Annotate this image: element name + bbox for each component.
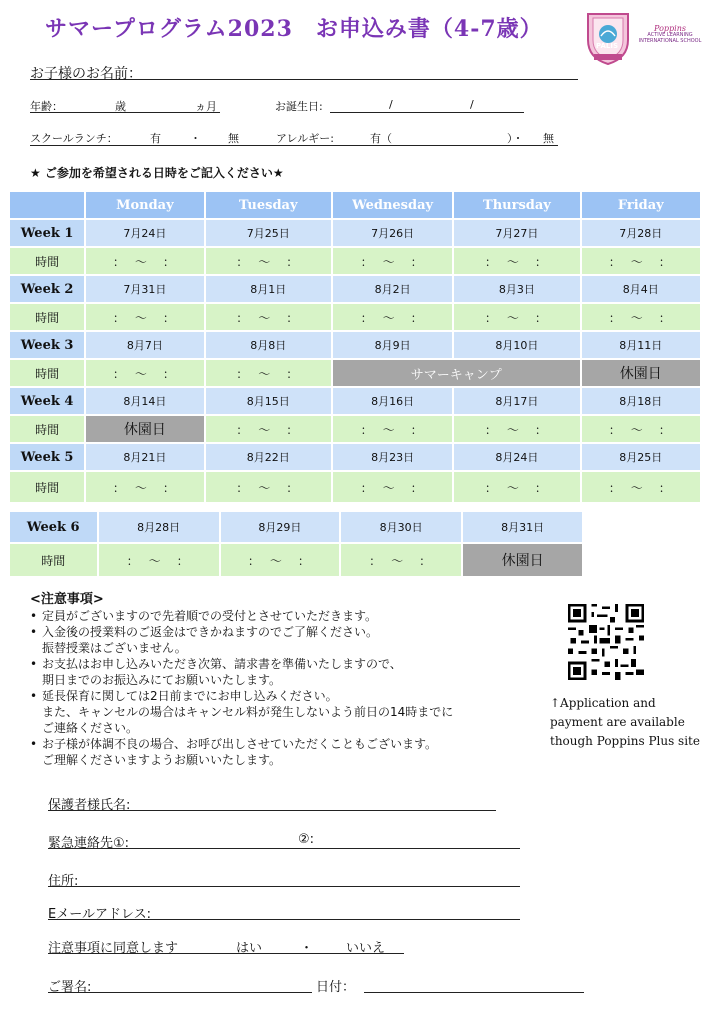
agree-line bbox=[48, 953, 404, 954]
allergy-label: アレルギー: bbox=[276, 132, 334, 145]
date-cell: 8月28日 bbox=[99, 512, 219, 542]
note-item: • お支払はお申し込みいただき次第、請求書を準備いたしますので、 bbox=[30, 656, 550, 672]
time-label: 時間 bbox=[10, 416, 84, 442]
birthday-label: お誕生日: bbox=[275, 100, 323, 113]
time-entry-field[interactable]: ： 〜 ： bbox=[99, 544, 219, 576]
time-entry-field[interactable]: ： 〜 ： bbox=[86, 360, 203, 386]
week-label: Week 3 bbox=[10, 332, 84, 358]
time-label: 時間 bbox=[10, 472, 84, 502]
date-cell: 8月11日 bbox=[582, 332, 700, 358]
note-item: • お子様が体調不良の場合、お呼び出しさせていただくこともございます。 bbox=[30, 736, 550, 752]
time-entry-field[interactable]: ： 〜 ： bbox=[454, 304, 579, 330]
date-cell: 8月29日 bbox=[221, 512, 339, 542]
date-cell: 7月26日 bbox=[333, 220, 452, 246]
date-cell: 8月10日 bbox=[454, 332, 579, 358]
lunch-line bbox=[30, 145, 558, 146]
birthday-sep-2: / bbox=[470, 98, 474, 111]
time-entry-field[interactable]: ： 〜 ： bbox=[333, 248, 452, 274]
date-cell: 8月21日 bbox=[86, 444, 203, 470]
emergency-contact-label: 緊急連絡先①: bbox=[48, 836, 130, 851]
school-name: Poppins bbox=[654, 24, 686, 33]
email-label: Eメールアドレス: bbox=[48, 907, 151, 922]
school-logo-text bbox=[634, 26, 706, 44]
age-line[interactable] bbox=[30, 112, 220, 113]
date-cell: 8月2日 bbox=[333, 276, 452, 302]
qr-code-icon[interactable] bbox=[568, 604, 644, 680]
time-entry-field[interactable]: ： 〜 ： bbox=[582, 304, 700, 330]
date-cell: 7月31日 bbox=[86, 276, 203, 302]
allergy-no[interactable]: 無 bbox=[543, 132, 554, 145]
emergency-contact-line[interactable] bbox=[48, 848, 520, 849]
time-entry-field[interactable]: ： 〜 ： bbox=[206, 472, 331, 502]
age-months-unit: ヵ月 bbox=[195, 100, 217, 113]
date-line[interactable] bbox=[364, 992, 584, 993]
allergy-yes[interactable]: 有（ bbox=[370, 132, 392, 145]
time-label: 時間 bbox=[10, 360, 84, 386]
note-item-cont: また、キャンセルの場合はキャンセル料が発生しないよう前日の14時までに bbox=[42, 705, 454, 719]
time-entry-field[interactable]: ： 〜 ： bbox=[206, 360, 331, 386]
time-entry-field[interactable]: ： 〜 ： bbox=[582, 248, 700, 274]
note-item: • 定員がございますので先着順での受付とさせていただきます。 bbox=[30, 608, 550, 624]
lunch-yes[interactable]: 有 bbox=[150, 132, 161, 145]
time-entry-field[interactable]: ： 〜 ： bbox=[86, 472, 203, 502]
agree-dot: ・ bbox=[300, 941, 314, 956]
date-label: 日付： bbox=[316, 980, 356, 995]
date-cell: 8月7日 bbox=[86, 332, 203, 358]
time-entry-field[interactable]: ： 〜 ： bbox=[333, 472, 452, 502]
signature-line[interactable] bbox=[48, 992, 312, 993]
schedule-header-corner bbox=[10, 192, 84, 218]
date-cell: 8月23日 bbox=[333, 444, 452, 470]
date-cell: 7月25日 bbox=[206, 220, 331, 246]
note-item-cont: 期日までのお振込みにてお願いいたします。 bbox=[42, 673, 282, 687]
time-entry-field[interactable]: ： 〜 ： bbox=[206, 304, 331, 330]
time-entry-field[interactable]: ： 〜 ： bbox=[582, 416, 700, 442]
emergency-contact-2-label: ②: bbox=[298, 832, 315, 847]
lunch-label: スクールランチ： bbox=[30, 132, 118, 145]
week-label: Week 4 bbox=[10, 388, 84, 414]
date-cell: 8月14日 bbox=[86, 388, 203, 414]
time-entry-field[interactable]: ： 〜 ： bbox=[206, 248, 331, 274]
day-header-tuesday: Tuesday bbox=[206, 192, 331, 218]
guardian-name-label: 保護者様氏名: bbox=[48, 798, 131, 813]
agree-label: 注意事項に同意します bbox=[48, 941, 179, 956]
date-cell: 8月18日 bbox=[582, 388, 700, 414]
note-item: • 入金後の授業料のご返金はできかねますのでご了解ください。 bbox=[30, 624, 550, 640]
summer-camp-block: サマーキャンプ bbox=[333, 360, 580, 386]
date-cell: 8月15日 bbox=[206, 388, 331, 414]
day-header-thursday: Thursday bbox=[454, 192, 579, 218]
day-header-monday: Monday bbox=[86, 192, 203, 218]
instruction-text: ★ ご参加を希望される日時をご記入ください★ bbox=[30, 166, 284, 180]
allergy-close: ）・ bbox=[507, 132, 524, 145]
school-logo-icon bbox=[585, 10, 631, 66]
agree-yes[interactable]: はい bbox=[236, 941, 263, 956]
notes-section bbox=[30, 592, 550, 768]
time-entry-field[interactable]: ： 〜 ： bbox=[206, 416, 331, 442]
date-cell: 8月22日 bbox=[206, 444, 331, 470]
time-label: 時間 bbox=[10, 248, 84, 274]
closed-day-block: 休園日 bbox=[582, 360, 700, 386]
lunch-no[interactable]: 無 bbox=[228, 132, 239, 145]
note-item-cont: ご理解くださいますようお願いいたします。 bbox=[42, 753, 282, 767]
week-label: Week 5 bbox=[10, 444, 84, 470]
closed-day-block: 休園日 bbox=[463, 544, 582, 576]
time-entry-field[interactable]: ： 〜 ： bbox=[341, 544, 461, 576]
time-entry-field[interactable]: ： 〜 ： bbox=[454, 248, 579, 274]
date-cell: 8月17日 bbox=[454, 388, 579, 414]
note-item-cont: 振替授業はございません。 bbox=[42, 641, 187, 655]
week-label: Week 2 bbox=[10, 276, 84, 302]
address-label: 住所: bbox=[48, 874, 79, 889]
time-entry-field[interactable]: ： 〜 ： bbox=[582, 472, 700, 502]
guardian-name-line[interactable] bbox=[48, 810, 496, 811]
note-item-cont: ご連絡ください。 bbox=[42, 721, 139, 735]
time-entry-field[interactable]: ： 〜 ： bbox=[454, 416, 579, 442]
date-cell: 7月27日 bbox=[454, 220, 579, 246]
lunch-dot: ・ bbox=[190, 132, 201, 145]
date-cell: 7月28日 bbox=[582, 220, 700, 246]
time-entry-field[interactable]: ： 〜 ： bbox=[333, 416, 452, 442]
date-cell: 8月16日 bbox=[333, 388, 452, 414]
schedule-table-week6 bbox=[8, 510, 584, 578]
date-cell: 8月9日 bbox=[333, 332, 452, 358]
date-cell: 8月1日 bbox=[206, 276, 331, 302]
birthday-sep-1: / bbox=[389, 98, 393, 111]
week-label: Week 6 bbox=[10, 512, 97, 542]
qr-caption: ↑Application and payment are available though Poppins Plus site bbox=[550, 696, 700, 748]
schedule-table bbox=[8, 190, 702, 504]
day-header-friday: Friday bbox=[582, 192, 700, 218]
address-line[interactable] bbox=[48, 886, 520, 887]
date-cell: 8月8日 bbox=[206, 332, 331, 358]
note-item: • 延長保育に関しては2日前までにお申し込みください。 bbox=[30, 688, 550, 704]
time-entry-field[interactable]: ： 〜 ： bbox=[333, 304, 452, 330]
agree-no[interactable]: いいえ bbox=[346, 941, 386, 956]
birthday-line[interactable] bbox=[330, 112, 524, 113]
time-entry-field[interactable]: ： 〜 ： bbox=[221, 544, 339, 576]
school-subtitle: ACTIVE LEARNING INTERNATIONAL SCHOOL bbox=[638, 32, 702, 44]
day-header-wednesday: Wednesday bbox=[333, 192, 452, 218]
time-entry-field[interactable]: ： 〜 ： bbox=[86, 304, 203, 330]
date-cell: 8月4日 bbox=[582, 276, 700, 302]
date-cell: 8月25日 bbox=[582, 444, 700, 470]
date-cell: 8月24日 bbox=[454, 444, 579, 470]
time-entry-field[interactable]: ： 〜 ： bbox=[86, 248, 203, 274]
email-line[interactable] bbox=[48, 919, 520, 920]
page-title: サマープログラム2023 お申込み書（4-7歳） bbox=[45, 16, 543, 42]
date-cell: 7月24日 bbox=[86, 220, 203, 246]
time-label: 時間 bbox=[10, 304, 84, 330]
closed-day-block: 休園日 bbox=[86, 416, 203, 442]
date-cell: 8月30日 bbox=[341, 512, 461, 542]
date-cell: 8月3日 bbox=[454, 276, 579, 302]
time-entry-field[interactable]: ： 〜 ： bbox=[454, 472, 579, 502]
week-label: Week 1 bbox=[10, 220, 84, 246]
time-label: 時間 bbox=[10, 544, 97, 576]
child-name-line[interactable] bbox=[30, 79, 578, 80]
date-cell: 8月31日 bbox=[463, 512, 582, 542]
notes-title: <注意事項> bbox=[30, 592, 104, 607]
age-label: 年齢： bbox=[30, 100, 63, 113]
age-years-unit: 歳 bbox=[115, 100, 126, 113]
child-name-label: お子様のお名前： bbox=[30, 66, 142, 82]
signature-label: ご署名: bbox=[48, 980, 92, 995]
shield-label: PALIS bbox=[596, 42, 619, 50]
